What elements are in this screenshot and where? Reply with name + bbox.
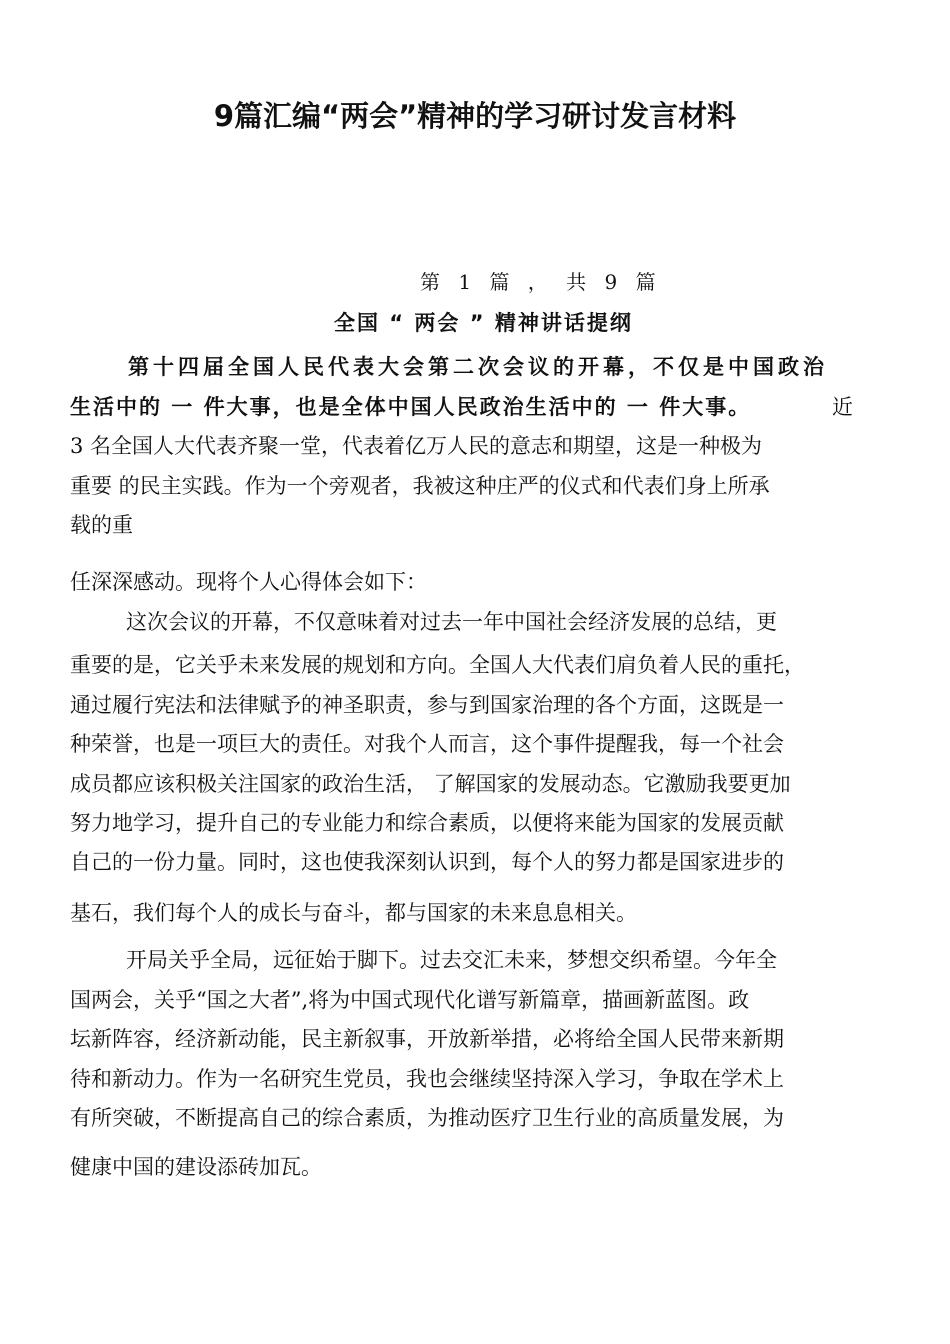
- paragraph-line: 开局关乎全局，远征始于脚下。过去交汇未来，梦想交织希望。今年全: [126, 948, 777, 972]
- paragraph-line: 生活中的 一 件大事，也是全体中国人民政治生活中的 一 件大事。: [70, 394, 752, 419]
- paragraph-line: 努力地学习，提升自己的专业能力和综合素质，以便将来能为国家的发展贡献: [70, 811, 784, 835]
- paragraph-line: 第十四届全国人民代表大会第二次会议的开幕，不仅是中国政治: [128, 354, 828, 379]
- paragraph-line: 3 名全国人大代表齐聚一堂，代表着亿万人民的意志和期望，这是一种极为: [70, 434, 763, 458]
- paragraph-line: 成员都应该积极关注国家的政治生活， 了解国家的发展动态。它激励我要更加: [70, 772, 791, 796]
- paragraph-line: 任深深感动。现将个人心得体会如下：: [70, 570, 427, 594]
- paragraph-line: 近: [832, 395, 853, 419]
- paragraph-line: 这次会议的开幕，不仅意味着对过去一年中国社会经济发展的总结，更: [126, 610, 777, 634]
- paragraph-line: 通过履行宪法和法律赋予的神圣职责，参与到国家治理的各个方面，这既是一: [70, 693, 784, 717]
- document-title: 9篇汇编“两会”精神的学习研讨发言材料: [213, 99, 737, 133]
- paragraph-line: 国两会，关乎“国之大者”,将为中国式现代化谱写新篇章，描画新蓝图。政: [70, 988, 750, 1012]
- paragraph-line: 自己的一份力量。同时，这也使我深刻认识到，每个人的努力都是国家进步的: [70, 850, 784, 874]
- paragraph-line: 重要的是，它关乎未来发展的规划和方向。全国人大代表们肩负着人民的重托，: [70, 653, 805, 677]
- section-title: 全国 “ 两会 ” 精神讲话提纲: [334, 311, 633, 335]
- paragraph-line: 有所突破，不断提高自己的综合素质，为推动医疗卫生行业的高质量发展，为: [70, 1106, 784, 1130]
- paragraph-line: 重要 的民主实践。作为一个旁观者，我被这种庄严的仪式和代表们身上所承: [70, 474, 770, 498]
- paragraph-line: 健康中国的建设添砖加瓦。: [70, 1155, 322, 1179]
- paragraph-line: 坛新阵容，经济新动能，民主新叙事，开放新举措，必将给全国人民带来新期: [70, 1027, 784, 1051]
- part-label: 第 1 篇 ， 共 9 篇: [420, 270, 662, 294]
- paragraph-line: 种荣誉，也是一项巨大的责任。对我个人而言，这个事件提醒我，每一个社会: [70, 732, 784, 756]
- paragraph-line: 载的重: [70, 513, 133, 537]
- paragraph-line: 基石，我们每个人的成长与奋斗，都与国家的未来息息相关。: [70, 901, 637, 925]
- paragraph-line: 待和新动力。作为一名研究生党员，我也会继续坚持深入学习，争取在学术上: [70, 1067, 784, 1091]
